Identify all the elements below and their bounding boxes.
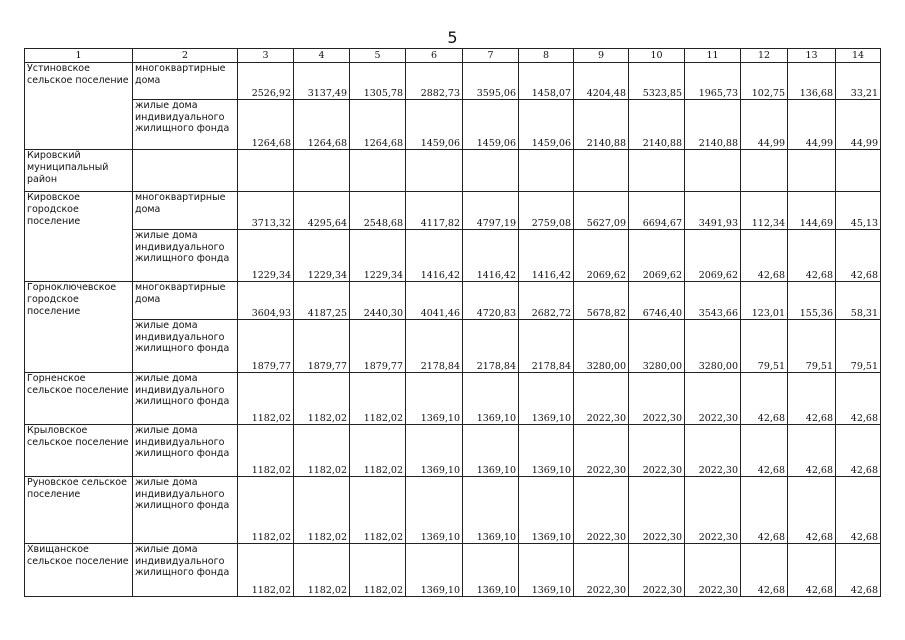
tariff-value (294, 150, 350, 192)
tariff-value: 4204,48 (574, 63, 629, 100)
table-header (25, 49, 881, 63)
tariff-value: 2759,08 (519, 192, 574, 230)
housing-type: многоквартирные дома (133, 282, 238, 320)
settlement-name: Устиновское сельское поселение (25, 63, 133, 150)
tariff-value: 42,68 (836, 230, 881, 282)
housing-type: жилые дома индивидуального жилищного фонда (133, 230, 238, 282)
settlement-name: Кировское городское поселение (25, 192, 133, 282)
column-header: 10 (629, 49, 685, 63)
tariff-value: 1369,10 (519, 477, 574, 544)
tariff-value: 1182,02 (294, 477, 350, 544)
tariff-value: 2548,68 (350, 192, 406, 230)
tariff-value: 3604,93 (238, 282, 294, 320)
tariff-value: 2022,30 (685, 477, 741, 544)
tariff-value: 2022,30 (629, 544, 685, 597)
tariff-value (350, 150, 406, 192)
tariff-value: 42,68 (836, 425, 881, 477)
tariff-value: 2526,92 (238, 63, 294, 100)
tariff-value: 33,21 (836, 63, 881, 100)
tariff-value: 2022,30 (574, 373, 629, 425)
tariff-value: 2022,30 (685, 373, 741, 425)
tariff-value: 1305,78 (350, 63, 406, 100)
tariff-value: 2022,30 (685, 425, 741, 477)
column-header: 7 (463, 49, 519, 63)
column-header: 3 (238, 49, 294, 63)
table-row (25, 477, 881, 544)
table-row (25, 425, 881, 477)
table-row (25, 192, 881, 230)
tariff-value: 79,51 (741, 320, 788, 373)
tariff-value: 42,68 (741, 425, 788, 477)
tariff-value: 4041,46 (406, 282, 463, 320)
housing-type: многоквартирные дома (133, 63, 238, 100)
tariff-value: 1229,34 (350, 230, 406, 282)
tariff-value: 144,69 (788, 192, 836, 230)
tariff-value: 2178,84 (406, 320, 463, 373)
tariff-value: 1182,02 (238, 477, 294, 544)
tariff-value: 42,68 (788, 425, 836, 477)
tariff-value: 1369,10 (519, 373, 574, 425)
tariff-value: 1879,77 (350, 320, 406, 373)
table-row (25, 63, 881, 100)
tariff-value: 6746,40 (629, 282, 685, 320)
tariff-value: 3491,93 (685, 192, 741, 230)
table-row (25, 320, 881, 373)
district-name: Кировский муниципальный район (25, 150, 133, 192)
tariff-value: 2178,84 (519, 320, 574, 373)
tariff-value: 79,51 (836, 320, 881, 373)
tariff-value: 44,99 (788, 100, 836, 150)
tariff-value: 1182,02 (238, 544, 294, 597)
tariff-value: 2069,62 (574, 230, 629, 282)
tariff-value: 1879,77 (238, 320, 294, 373)
tariff-value: 1229,34 (238, 230, 294, 282)
tariff-value: 1369,10 (406, 544, 463, 597)
tariff-value: 42,68 (741, 544, 788, 597)
tariff-table (24, 48, 881, 597)
column-header: 8 (519, 49, 574, 63)
tariff-value: 1369,10 (406, 373, 463, 425)
tariff-value: 3137,49 (294, 63, 350, 100)
tariff-value: 102,75 (741, 63, 788, 100)
tariff-value: 1416,42 (519, 230, 574, 282)
tariff-value: 1369,10 (463, 373, 519, 425)
tariff-value: 1182,02 (350, 544, 406, 597)
tariff-value: 2178,84 (463, 320, 519, 373)
tariff-value: 42,68 (788, 544, 836, 597)
tariff-value: 44,99 (836, 100, 881, 150)
tariff-value (406, 150, 463, 192)
column-header: 12 (741, 49, 788, 63)
tariff-value (238, 150, 294, 192)
tariff-value: 1182,02 (350, 373, 406, 425)
tariff-value: 2069,62 (685, 230, 741, 282)
tariff-value: 4187,25 (294, 282, 350, 320)
tariff-value: 42,68 (836, 373, 881, 425)
tariff-value: 1369,10 (519, 425, 574, 477)
tariff-value: 2682,72 (519, 282, 574, 320)
tariff-value: 1416,42 (406, 230, 463, 282)
tariff-value: 1182,02 (350, 425, 406, 477)
tariff-value: 2440,30 (350, 282, 406, 320)
tariff-value (836, 150, 881, 192)
tariff-value: 2022,30 (574, 544, 629, 597)
tariff-value: 2022,30 (629, 425, 685, 477)
tariff-value: 1182,02 (350, 477, 406, 544)
tariff-value: 5323,85 (629, 63, 685, 100)
tariff-value: 1459,06 (519, 100, 574, 150)
tariff-value: 1229,34 (294, 230, 350, 282)
tariff-value: 1369,10 (406, 477, 463, 544)
tariff-value: 2022,30 (685, 544, 741, 597)
tariff-value: 4117,82 (406, 192, 463, 230)
tariff-value (629, 150, 685, 192)
column-header: 4 (294, 49, 350, 63)
tariff-value: 136,68 (788, 63, 836, 100)
tariff-value: 42,68 (788, 230, 836, 282)
tariff-value: 1264,68 (294, 100, 350, 150)
tariff-value: 4720,83 (463, 282, 519, 320)
settlement-name: Руновское сельское поселение (25, 477, 133, 544)
tariff-value: 42,68 (788, 477, 836, 544)
tariff-value: 44,99 (741, 100, 788, 150)
table-row (25, 544, 881, 597)
tariff-value: 42,68 (836, 477, 881, 544)
tariff-value: 2069,62 (629, 230, 685, 282)
tariff-value: 1182,02 (294, 544, 350, 597)
tariff-value: 1369,10 (463, 425, 519, 477)
tariff-value: 2140,88 (629, 100, 685, 150)
tariff-value: 1369,10 (463, 477, 519, 544)
tariff-value: 112,34 (741, 192, 788, 230)
tariff-value: 4295,64 (294, 192, 350, 230)
tariff-value: 1182,02 (294, 425, 350, 477)
tariff-value: 3543,66 (685, 282, 741, 320)
table-row (25, 100, 881, 150)
table-row (25, 373, 881, 425)
tariff-value: 1965,73 (685, 63, 741, 100)
settlement-name: Горноключевское городское поселение (25, 282, 133, 373)
tariff-value: 42,68 (741, 373, 788, 425)
tariff-value: 2022,30 (574, 425, 629, 477)
column-header: 6 (406, 49, 463, 63)
tariff-value: 42,68 (788, 373, 836, 425)
tariff-value: 2882,73 (406, 63, 463, 100)
tariff-value: 1369,10 (406, 425, 463, 477)
tariff-value: 3595,06 (463, 63, 519, 100)
column-header: 11 (685, 49, 741, 63)
tariff-value: 1459,06 (406, 100, 463, 150)
housing-type: многоквартирные дома (133, 192, 238, 230)
column-header: 13 (788, 49, 836, 63)
tariff-value (788, 150, 836, 192)
settlement-name: Хвищанское сельское поселение (25, 544, 133, 597)
tariff-value: 45,13 (836, 192, 881, 230)
tariff-value: 1182,02 (238, 425, 294, 477)
housing-type: жилые дома индивидуального жилищного фонда (133, 373, 238, 425)
column-header: 9 (574, 49, 629, 63)
table-row (25, 230, 881, 282)
tariff-value (463, 150, 519, 192)
tariff-value: 5627,09 (574, 192, 629, 230)
tariff-value: 2022,30 (629, 373, 685, 425)
housing-type: жилые дома индивидуального жилищного фонда (133, 100, 238, 150)
page-number: 5 (447, 28, 458, 47)
tariff-value: 1879,77 (294, 320, 350, 373)
table-row (25, 282, 881, 320)
column-header: 2 (133, 49, 238, 63)
housing-type: жилые дома индивидуального жилищного фонда (133, 544, 238, 597)
tariff-value: 2022,30 (574, 477, 629, 544)
column-header: 14 (836, 49, 881, 63)
tariff-value: 6694,67 (629, 192, 685, 230)
tariff-value: 1369,10 (519, 544, 574, 597)
tariff-value: 123,01 (741, 282, 788, 320)
tariff-value: 2022,30 (629, 477, 685, 544)
tariff-value: 42,68 (836, 544, 881, 597)
table-row (25, 150, 881, 192)
tariff-value: 2140,88 (574, 100, 629, 150)
housing-type (133, 150, 238, 192)
settlement-name: Крыловское сельское поселение (25, 425, 133, 477)
tariff-value: 42,68 (741, 477, 788, 544)
tariff-value: 2140,88 (685, 100, 741, 150)
tariff-value: 1264,68 (238, 100, 294, 150)
housing-type: жилые дома индивидуального жилищного фонда (133, 320, 238, 373)
tariff-value: 3713,32 (238, 192, 294, 230)
tariff-value: 5678,82 (574, 282, 629, 320)
column-header: 5 (350, 49, 406, 63)
tariff-value: 1182,02 (238, 373, 294, 425)
housing-type: жилые дома индивидуального жилищного фонда (133, 425, 238, 477)
tariff-value (741, 150, 788, 192)
tariff-value: 42,68 (741, 230, 788, 282)
tariff-value: 3280,00 (685, 320, 741, 373)
tariff-value: 3280,00 (629, 320, 685, 373)
settlement-name: Горненское сельское поселение (25, 373, 133, 425)
tariff-value: 1369,10 (463, 544, 519, 597)
tariff-value: 1182,02 (294, 373, 350, 425)
tariff-value (685, 150, 741, 192)
tariff-value: 3280,00 (574, 320, 629, 373)
tariff-value: 1416,42 (463, 230, 519, 282)
tariff-value (574, 150, 629, 192)
tariff-value (519, 150, 574, 192)
column-header: 1 (25, 49, 133, 63)
tariff-value: 79,51 (788, 320, 836, 373)
tariff-value: 58,31 (836, 282, 881, 320)
tariff-value: 4797,19 (463, 192, 519, 230)
tariff-value: 1264,68 (350, 100, 406, 150)
tariff-value: 1458,07 (519, 63, 574, 100)
tariff-value: 155,36 (788, 282, 836, 320)
housing-type: жилые дома индивидуального жилищного фонда (133, 477, 238, 544)
tariff-value: 1459,06 (463, 100, 519, 150)
